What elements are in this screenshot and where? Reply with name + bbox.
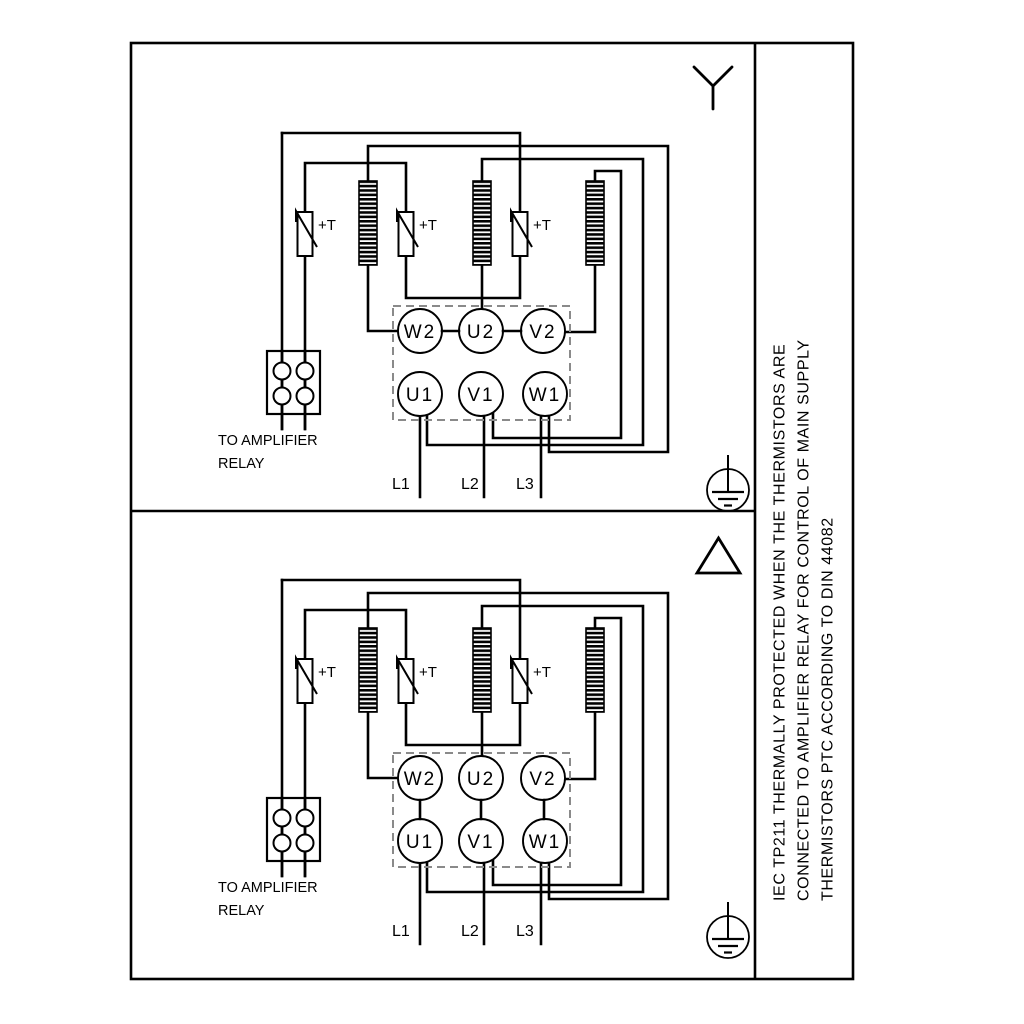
mains-label-L3: L3 bbox=[516, 923, 534, 940]
sidebar-note-line-1: IEC TP211 THERMALLY PROTECTED WHEN THE THERMISTORS ARE bbox=[771, 343, 789, 901]
thermistor-label: +T bbox=[318, 217, 336, 234]
terminal-label-V2: V2 bbox=[529, 769, 557, 790]
delta-connection-icon bbox=[697, 538, 740, 573]
sidebar-note-line-3: THERMISTORS PTC ACCORDING TO DIN 44082 bbox=[819, 517, 837, 901]
panel-star-connection bbox=[218, 67, 749, 511]
relay-caption-line2: RELAY bbox=[218, 903, 265, 919]
star-connection-icon bbox=[694, 67, 732, 109]
delta-bridge-links bbox=[420, 800, 544, 819]
terminal-label-V1: V1 bbox=[467, 385, 495, 406]
thermistor-label: +T bbox=[419, 217, 437, 234]
mains-label-L2: L2 bbox=[461, 476, 479, 493]
relay-caption-line2: RELAY bbox=[218, 456, 265, 472]
mains-label-L1: L1 bbox=[392, 476, 410, 493]
relay-caption-line1: TO AMPLIFIER bbox=[218, 433, 318, 449]
thermistor-label: +T bbox=[419, 664, 437, 681]
thermistor-label: +T bbox=[318, 664, 336, 681]
terminal-label-W2: W2 bbox=[403, 769, 437, 790]
mains-label-L2: L2 bbox=[461, 923, 479, 940]
panel-delta-connection bbox=[218, 538, 749, 958]
mains-label-L1: L1 bbox=[392, 923, 410, 940]
terminal-label-W2: W2 bbox=[403, 322, 437, 343]
terminal-label-U2: U2 bbox=[466, 322, 496, 343]
terminal-label-W1: W1 bbox=[528, 832, 562, 853]
sidebar-note-line-2: CONNECTED TO AMPLIFIER RELAY FOR CONTROL OF MAIN SUPPLY bbox=[795, 339, 813, 901]
mains-label-L3: L3 bbox=[516, 476, 534, 493]
terminal-label-U2: U2 bbox=[466, 769, 496, 790]
relay-caption-line1: TO AMPLIFIER bbox=[218, 880, 318, 896]
thermistor-label: +T bbox=[533, 217, 551, 234]
sidebar-note bbox=[772, 339, 837, 901]
terminal-label-U1: U1 bbox=[405, 385, 435, 406]
thermistor-label: +T bbox=[533, 664, 551, 681]
terminal-label-V1: V1 bbox=[467, 832, 495, 853]
terminal-label-V2: V2 bbox=[529, 322, 557, 343]
terminal-label-W1: W1 bbox=[528, 385, 562, 406]
terminal-label-U1: U1 bbox=[405, 832, 435, 853]
